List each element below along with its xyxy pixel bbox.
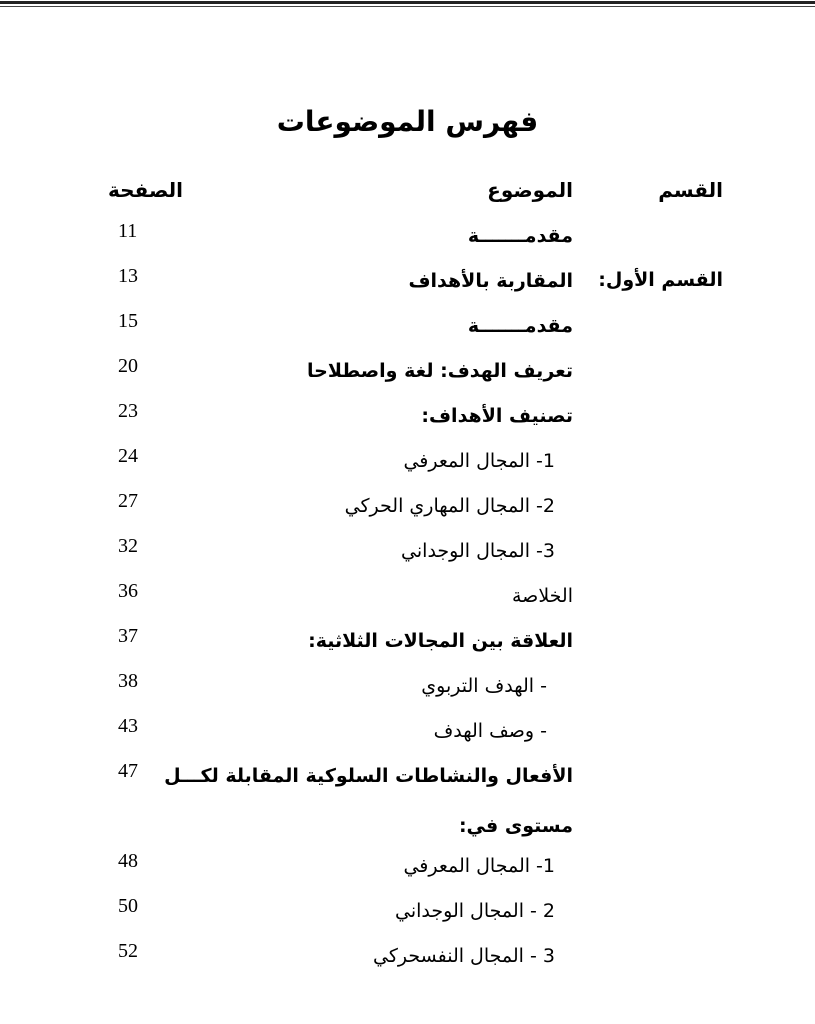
toc-row bbox=[0, 625, 815, 665]
toc-page-number: 15 bbox=[118, 310, 138, 332]
toc-row bbox=[0, 355, 815, 395]
toc-page-number: 52 bbox=[118, 940, 138, 962]
toc-row bbox=[0, 940, 815, 980]
toc-page-number: 43 bbox=[118, 715, 138, 737]
toc-row bbox=[0, 580, 815, 620]
page-title: فهرس الموضوعات bbox=[276, 105, 539, 138]
toc-topic: - الهدف التربوي bbox=[421, 675, 547, 697]
toc-page-number: 11 bbox=[118, 220, 138, 242]
toc-row bbox=[0, 445, 815, 485]
toc-topic: مقدمـــــــة bbox=[467, 315, 573, 337]
toc-row bbox=[0, 760, 815, 800]
toc-row bbox=[0, 265, 815, 305]
toc-row bbox=[0, 310, 815, 350]
toc-page-number: 20 bbox=[118, 355, 138, 377]
toc-page-number: 48 bbox=[118, 850, 138, 872]
toc-page-number: 13 bbox=[118, 265, 138, 287]
header-section: القسم bbox=[658, 178, 723, 202]
toc-topic: الأفعال والنشاطات السلوكية المقابلة لكـــل bbox=[164, 765, 573, 787]
toc-page-number: 47 bbox=[118, 760, 138, 782]
toc-topic: مستوى في: bbox=[458, 815, 573, 837]
toc-row bbox=[0, 535, 815, 575]
toc-topic: 3- المجال الوجداني bbox=[401, 540, 555, 562]
toc-row bbox=[0, 490, 815, 530]
toc-section: القسم الأول: bbox=[598, 269, 723, 291]
toc-row bbox=[0, 400, 815, 440]
toc-page-number: 23 bbox=[118, 400, 138, 422]
toc-topic: 2 - المجال الوجداني bbox=[395, 900, 555, 922]
toc-topic: تعريف الهدف: لغة واصطلاحا bbox=[307, 360, 573, 382]
top-rule-thin bbox=[0, 6, 815, 7]
toc-topic: 1- المجال المعرفي bbox=[403, 855, 555, 877]
toc-topic: 1- المجال المعرفي bbox=[403, 450, 555, 472]
toc-row bbox=[0, 850, 815, 890]
toc-topic: المقاربة بالأهداف bbox=[408, 270, 573, 292]
header-topic: الموضوع bbox=[487, 178, 573, 202]
toc-topic: 3 - المجال النفسحركي bbox=[373, 945, 555, 967]
toc-topic: العلاقة بين المجالات الثلاثية: bbox=[308, 630, 573, 652]
header-page: الصفحة bbox=[108, 178, 184, 202]
toc-topic: تصنيف الأهداف: bbox=[421, 405, 573, 427]
toc-page-number: 50 bbox=[118, 895, 138, 917]
toc-topic: 2- المجال المهاري الحركي bbox=[344, 495, 555, 517]
toc-topic: مقدمـــــــة bbox=[467, 225, 573, 247]
toc-topic: الخلاصة bbox=[512, 585, 573, 607]
toc-row bbox=[0, 220, 815, 260]
toc-page-number: 32 bbox=[118, 535, 138, 557]
top-rule-thick bbox=[0, 1, 815, 4]
toc-row bbox=[0, 670, 815, 710]
toc-page-number: 37 bbox=[118, 625, 138, 647]
toc-topic: - وصف الهدف bbox=[433, 720, 547, 742]
toc-page-number: 24 bbox=[118, 445, 138, 467]
toc-page-number: 38 bbox=[118, 670, 138, 692]
toc-row bbox=[0, 715, 815, 755]
top-border-rule bbox=[0, 0, 815, 10]
toc-row bbox=[0, 810, 815, 850]
toc-page-number: 27 bbox=[118, 490, 138, 512]
toc-row bbox=[0, 895, 815, 935]
toc-page-number: 36 bbox=[118, 580, 138, 602]
